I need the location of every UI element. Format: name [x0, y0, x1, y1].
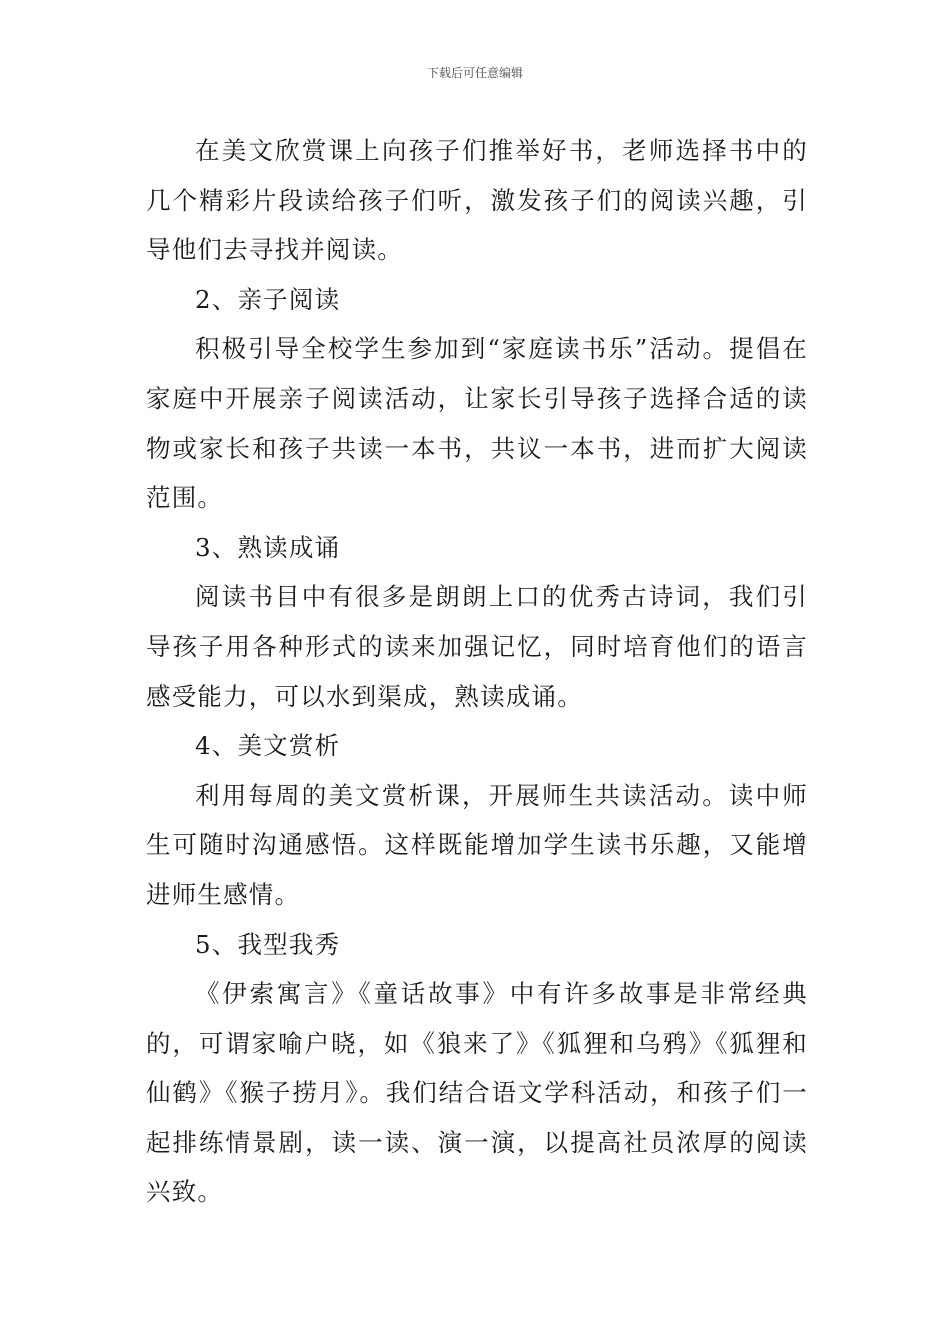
paragraph-recitation: 阅读书目中有很多是朗朗上口的优秀古诗词，我们引导孩子用各种形式的读来加强记忆，同时培育他们的语言感受能力，可以水到渠成，熟读成诵。 [146, 582, 808, 711]
paragraph-appreciation: 利用每周的美文赏析课，开展师生共读活动。读中师生可随时沟通感悟。这样既能增加学生读书乐趣，又能增进师生感情。 [146, 780, 808, 909]
section-heading-drama: 5、我型我秀 [195, 929, 341, 959]
paragraph-recommend-books: 在美文欣赏课上向孩子们推举好书，老师选择书中的几个精彩片段读给孩子们听，激发孩子们的阅读兴趣，引导他们去寻找并阅读。 [146, 136, 808, 265]
section-heading-recitation: 3、熟读成诵 [195, 532, 341, 562]
paragraph-family-reading: 积极引导全校学生参加到“家庭读书乐”活动。提倡在家庭中开展亲子阅读活动，让家长引导孩子选择合适的读物或家长和孩子共读一本书，共议一本书，进而扩大阅读范围。 [146, 334, 808, 513]
section-heading-parent-child-reading: 2、亲子阅读 [195, 284, 341, 314]
section-heading-appreciation: 4、美文赏析 [195, 731, 341, 761]
paragraph-drama: 《伊索寓言》《童话故事》中有许多故事是非常经典的，可谓家喻户晓，如《狼来了》《狐狸和乌鸦》《狐狸和仙鹤》《猴子捞月》。我们结合语文学科活动，和孩子们一起排练情景剧，读一读、演一演，以提高社员浓厚的阅读兴致。 [146, 979, 808, 1207]
document-body [146, 126, 808, 1217]
page-header: 下载后可任意编辑 [426, 66, 523, 80]
